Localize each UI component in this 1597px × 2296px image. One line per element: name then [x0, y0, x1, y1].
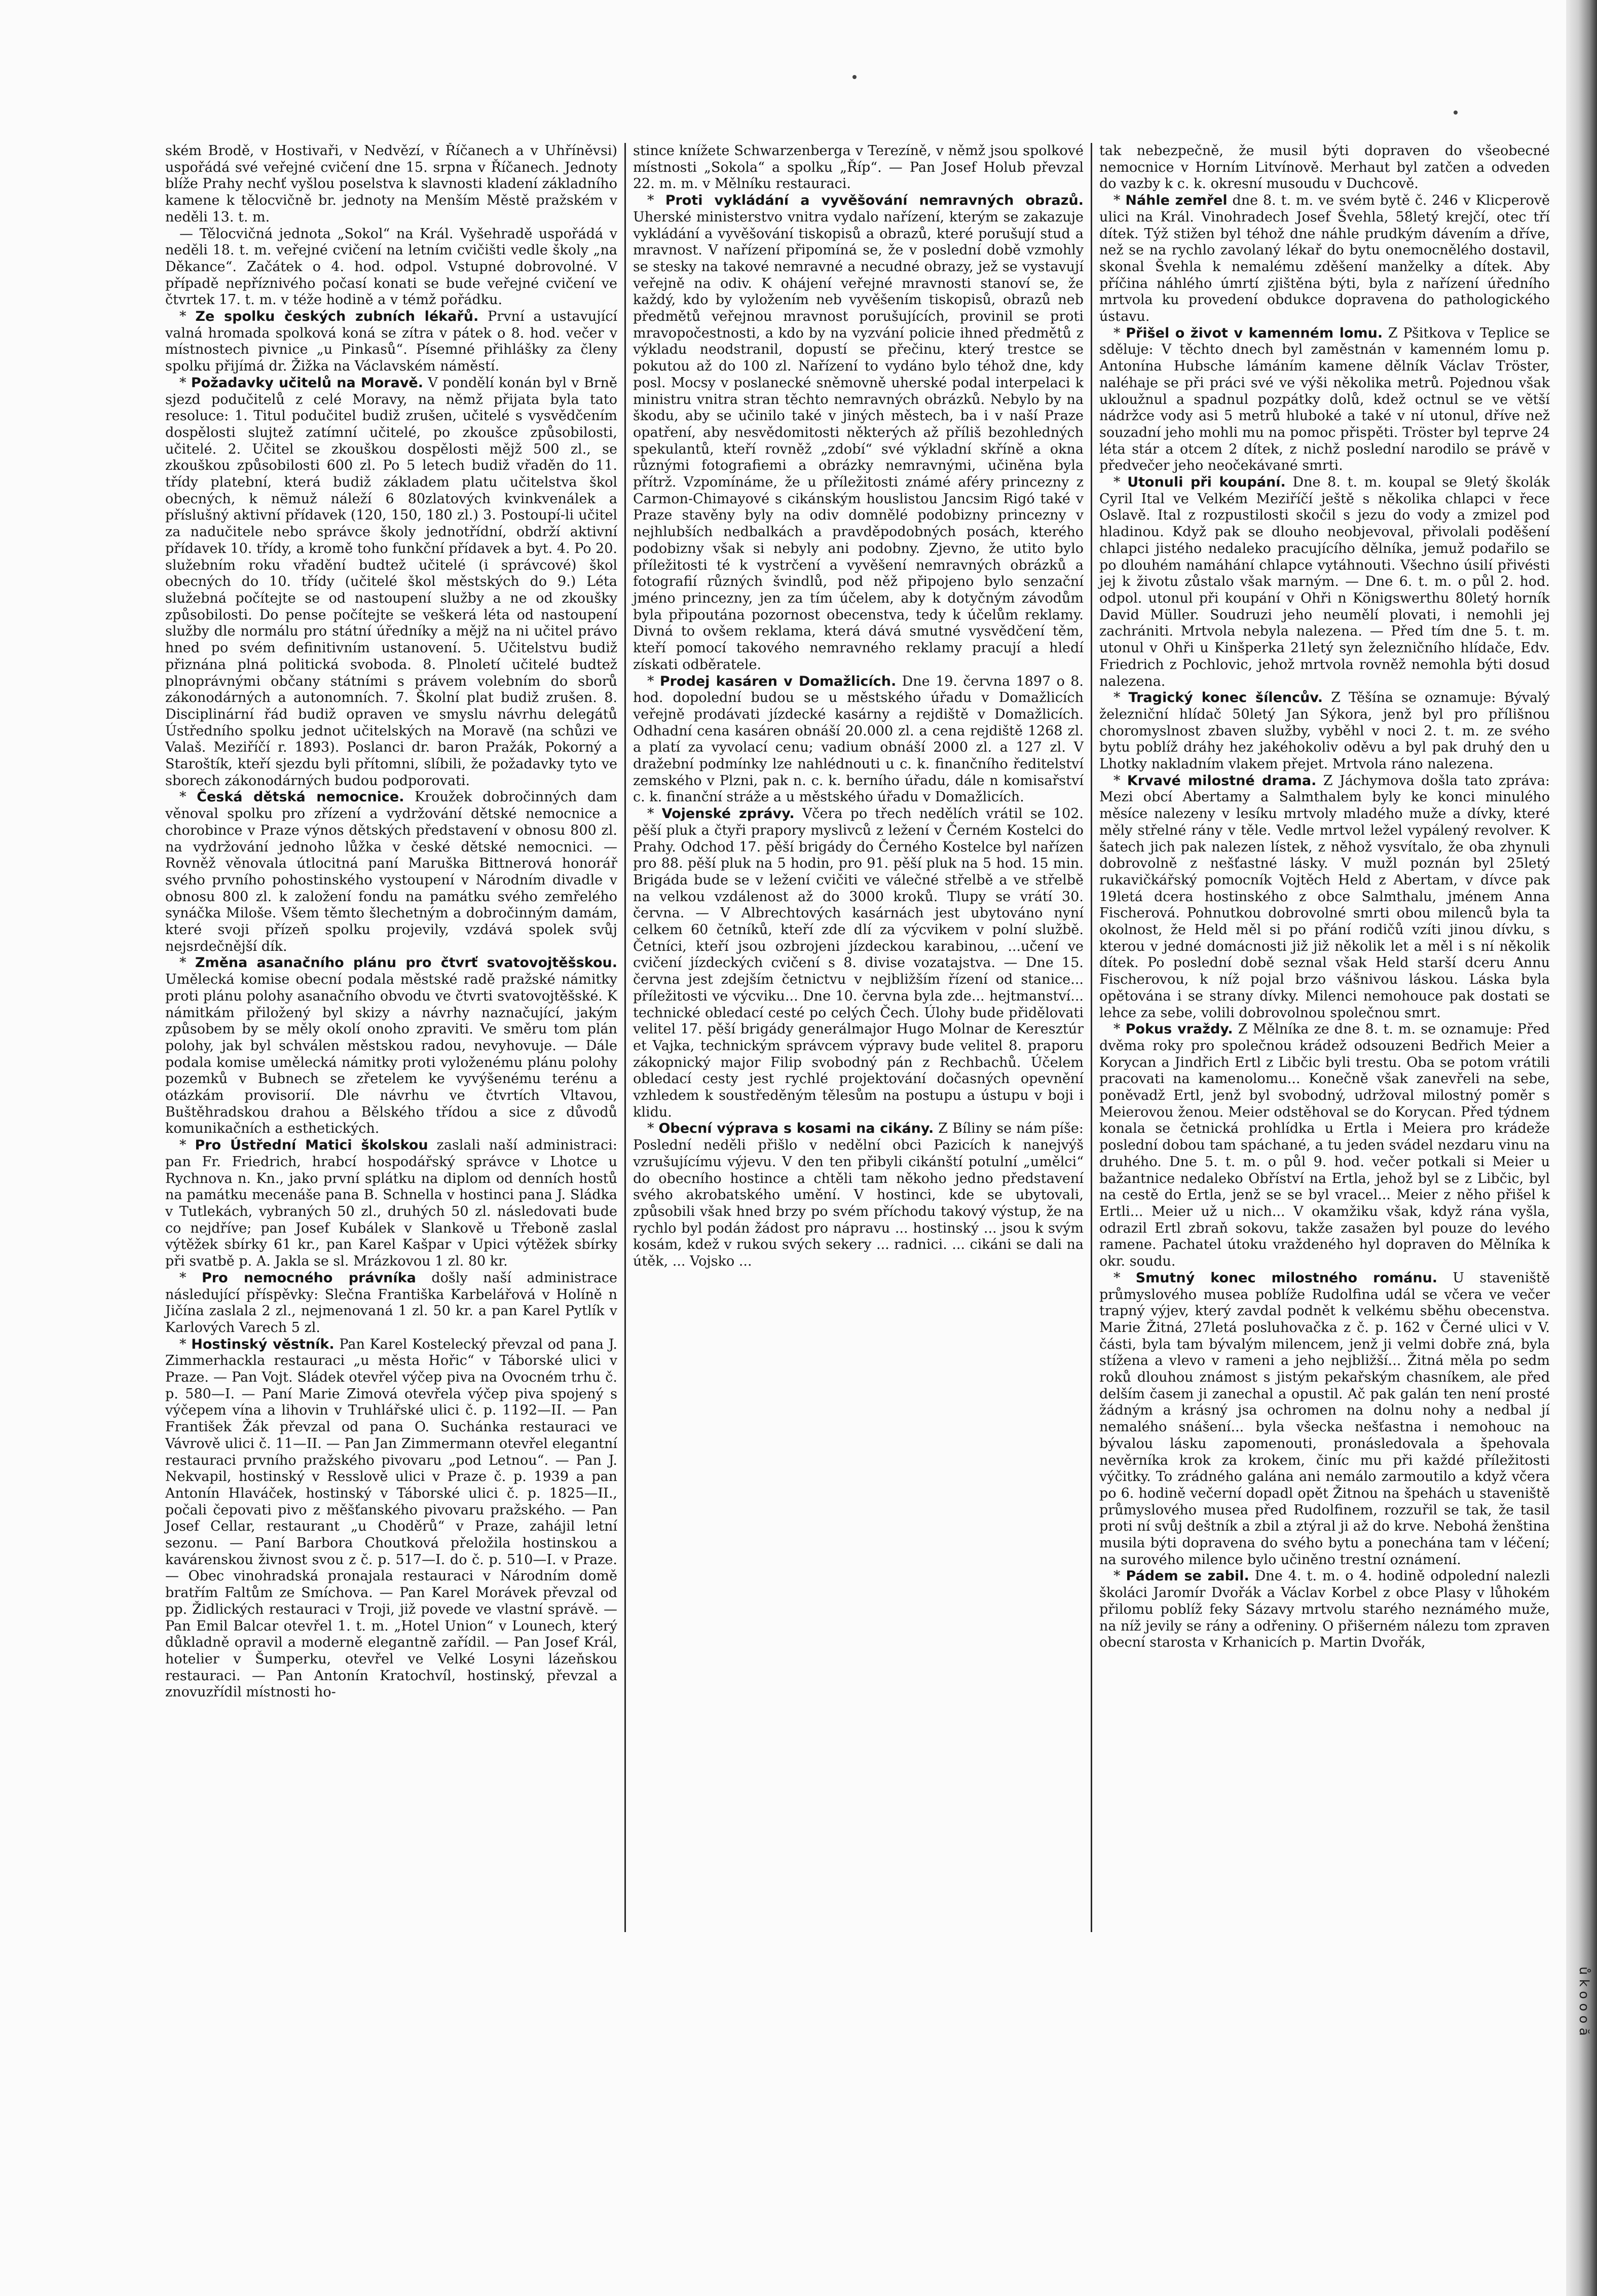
- article-heading: Utonuli při koupání.: [1127, 474, 1286, 491]
- article-paragraph: * Změna asanačního plánu pro čtvrť svatovojtěšskou. Umělecká komise obecní podala městské radě pražské námitky proti plánu polohy asanačního obvodu ve čtvrti svatovojtěšské. K námitkám přiložený byl skizy a návrhy naznačující, jakým způsobem by se měly okolí onoho zpraviti. Ve směru tom plán polohy, jak byl schválen městskou radou, nevyhovuje. — Dále podala komise umělecká námitky proti vyloženému plánu polohy pozemků v Bubnech se zřetelem ke vyvýšenému terénu a otázkám provisorií. Dle návrhu ve čtvrtích Vltavou, Buštěhradskou drahou a Bělského třídou a sice z důvodů komunikačních a esthetických.: [165, 955, 617, 1137]
- article-text: Z Jáchymova došla tato zpráva: Mezi obcí Abertamy a Salmthalem byly ke konci minulého měsíce nalezeny v lesíku mrtvoly mladého muže a dívky, které měly střelné rány v těle. Vedle mrtvol ležel vypálený revolver. K šatech jich pak nalezen lístek, z něhož vysvítalo, že oba zhynuli dobrovolně z nešťastné lásky. V mužl poznán byl 25letý rukavičkářský pomocník Vojtěch Held z Abertam, v dívce pak 19letá dcera hostinského z obce Salmthalu, jménem Anna Fischerová. Pohnutkou dobrovolné smrti obou milenců byla ta okolnost, že Held měl si po přání rodičů vzíti jinou dívku, s kterou v jedné domácnosti již již několik let a měl i s ní několik dítek. Po poslední době seznal však Held starší dceru Annu Fischerovou, k níž pojal brzo vášnivou láskou. Láska byla opětována i se strany dívky. Milenci nemohouce pak dostati se lehce za sebe, volili dobrovolnou společnou smrt.: [1099, 772, 1550, 1021]
- article-text: Dne 4. t. m. o 4. hodině odpolední nalezli školáci Jaromír Dvořák a Václav Korbel z obce Plasy v lůhokém přilomu poblíž feky Sázavy mrtvolu starého neznámého muže, na níž jevily se rány a odřeniny. O přišerném nálezu tom zpraven obecní starosta v Krhanicích p. Martin Dvořák,: [1099, 1568, 1550, 1651]
- article-heading: Krvavé milostné drama.: [1127, 772, 1317, 789]
- article-paragraph: * Přišel o život v kamenném lomu. Z Pšitkova v Teplice se sděluje: V těchto dnech byl zaměstnán v kamenném lomu p. Antonína Hubsche lámáním kamene dělník Václav Tröster, naléhaje se při práci své ve výši několika metrů. Pojednou však ukloužnul a spadnul pozpátky dolů, kdež octnul se ve větší nádržce vody asi 5 metrů hluboké a také v ní utonul, dříve než souzadní jeho mohli mu na pomoc přispěti. Tröster byl teprve 24 léta stár a otcem 2 dítek, z nichž poslední narodilo se právě v předvečer jeho neočekávané smrti.: [1099, 325, 1550, 474]
- column-1: [158, 143, 624, 1932]
- article-paragraph: * Smutný konec milostného románu. U staveniště průmyslového musea poblíže Rudolfina udál se včera ve večer trapný výjev, který zavdal podnět k velkému sběhu obecenstva. Marie Žitná, 27letá posluhovačka z č. p. 162 v Černé ulici v V. části, byla tam bývalým milencem, jenž ji velmi dobře zná, byla stížena a vlevo v rameni a jeho nejbližší... Žitná měla po sedm roků dlouhou známost s jistým pekařským chasníkem, ale před delším časem ji zanechal a opustil. Ač pak galán ten není prosté žádným a krásný jsa ochromen na dolnu nohy a nedbal jí nemalého snášení... byla všecka nešťastna i nemohouc na bývalou lásku zapomenouti, pronásledovala a špehovala nevěrníka krok za krokem, činíc mu při každé příležitosti výčitky. To zrádného galána ani nemálo zarmoutilo a když včera po 6. hodině večerní dopadl opět Žitnou na špehách u staveniště průmyslového musea před Rudolfinem, rozzuřil se tak, že tasil proti ní svůj deštník a zbil a ztýral ji až do krve. Nebohá ženština musila býti dopravena do svého bytu a ponechána tam v léčení; na surového milence bylo učiněno trestní oznámení.: [1099, 1270, 1550, 1568]
- article-heading: Požadavky učitelů na Moravě.: [191, 375, 424, 391]
- article-text: dne 8. t. m. ve svém bytě č. 246 v Klicperově ulici na Král. Vinohradech Josef Švehla, 58letý krejčí, otec tří dítek. Týž stižen byl téhož dne náhle prudkým dávením a dříve, než se na rychlo zavolaný lékař do bytu onemocnělého dostavil, skonal Švehla k nemalému zděšení manželky a dítek. Aby příčina náhlého úmrtí zjištěna býti, byla z nařízení úředního mrtvola ku provedení obdukce dopravena do pathologického ústavu.: [1099, 193, 1550, 325]
- article-paragraph: [1099, 143, 1550, 193]
- article-heading: Pro nemocného právníka: [201, 1270, 416, 1286]
- article-text: došly naší administrace následující příspěvky: Slečna Františka Karbelářová v Holíně n Jičína zaslala 2 zl., nejmenovaná 1 zl. 50 kr. a pan Karel Pytlík v Karlových Varech 5 zl.: [165, 1270, 617, 1336]
- article-text: ském Brodě, v Hostivaři, v Nedvězí, v Říčanech a v Uhříněvsi) uspořádá své veřejné cvičení dne 15. srpna v Říčanech. Jednoty blíže Prahy nechť vyšlou poselstva k slavnosti kladení základního kamene k tělocvičně br. jednoty na Menším Městě pražském v neděli 13. t. m.: [165, 143, 617, 225]
- article-heading: Vojenské zprávy.: [661, 806, 795, 822]
- article-text: Z Pšitkova v Teplice se sděluje: V těchto dnech byl zaměstnán v kamenném lomu p. Antonína Hubsche lámáním kamene dělník Václav Tröster, naléhaje se při práci své ve výši několika metrů. Pojednou však ukloužnul a spadnul pozpátky dolů, kdež octnul se ve větší nádržce vody asi 5 metrů hluboké a také v ní utonul, dříve než souzadní jeho mohli mu na pomoc přispěti. Tröster byl teprve 24 léta stár a otcem 2 dítek, z nichž poslední narodilo se právě v předvečer jeho neočekávané smrti.: [1099, 325, 1550, 474]
- column-3: [1091, 143, 1557, 1932]
- article-paragraph: * Proti vykládání a vyvěšování nemravných obrazů. Uherské ministerstvo vnitra vydalo nařízení, kterým se zakazuje vykládání a vyvěšování tiskopisů a obrazů, které porušují stud a mravnost. V nařízení připomíná se, že v poslední době vzmohly se stesky na takové nemravné a necudné obrazy, jež se vystavují veřejně na odiv. K ohájení veřejné mravnosti stanoví se, že každý, kdo by vyložením neb vyvěšením tiskopisů, obrazů neb předmětů veřejnou mravnost porušujících, provinil se proti mravopočestnosti, a kdo by na vyzvání policie ihned předmětů z výkladu neodstranil, dopustí se přečinu, který trestce se pokutou až do 100 zl. Nařízení to vydáno bylo téhož dne, kdy posl. Mocsy v poslanecké sněmovně uherské podal interpelaci k ministru vnitra stran těchto nemravných obrázků. Nebylo by na škodu, aby se učinilo také v jiných městech, ba i v naší Praze opatření, aby nesvědomitosti některých až příliš bezohledných spekulantů, kteří rovněž „zdobí“ své výkladní skříně a okna různými fotografiemi a obrázky nemravnými, učiněna byla přítrž. Vzpomínáme, že u příležitosti známé aféry princezny z Carmon-Chimayové s cikánským houslistou Jancsim Rigó také v Praze stavěny byly na odiv domnělé podobizny princezny v nejhlubších nedbalkách a pravděpodobných posách, kterého podobizny však si nebyly ani podobny. Zjevno, že utito bylo příležitosti té k vystrčení a vyvěšení nemravných obrázků a fotografií různých švindlů, pod něž připojeno bylo senzační jméno princezny, jen za tím účelem, aby k dotyčným závodům byla připoutána pozornost obecenstva, tedy k účelům reklamy. Divná to ovšem reklama, která dává smutné vysvědčení těm, kteří pomocí takového nemravného reklamy pracují a hledí získati odběratele.: [633, 193, 1084, 673]
- article-heading: Změna asanačního plánu pro čtvrť svatovojtěšskou.: [195, 955, 617, 971]
- article-paragraph: [633, 143, 1084, 193]
- scan-speck: [852, 75, 857, 79]
- article-text: Uherské ministerstvo vnitra vydalo nařízení, kterým se zakazuje vykládání a vyvěšování tiskopisů a obrazů, které porušují stud a mravnost. V nařízení připomíná se, že v poslední době vzmohly se stesky na takové nemravné a necudné obrazy, jež se vystavují veřejně na odiv. K ohájení veřejné mravnosti stanoví se, že každý, kdo by vyložením neb vyvěšením tiskopisů, obrazů neb předmětů veřejnou mravnost porušujících, provinil se proti mravopočestnosti, a kdo by na vyzvání policie ihned předmětů z výkladu neodstranil, dopustí se přečinu, který trestce se pokutou až do 100 zl. Nařízení to vydáno bylo téhož dne, kdy posl. Mocsy v poslanecké sněmovně uherské podal interpelaci k ministru vnitra stran těchto nemravných obrázků. Nebylo by na škodu, aby se učinilo také v jiných městech, ba i v naší Praze opatření, aby nesvědomitosti některých až příliš bezohledných spekulantů, kteří rovněž „zdobí“ své výkladní skříně a okna různými fotografiemi a obrázky nemravnými, učiněna byla přítrž. Vzpomínáme, že u příležitosti známé aféry princezny z Carmon-Chimayové s cikánským houslistou Jancsim Rigó také v Praze stavěny byly na odiv domnělé podobizny princezny v nejhlubších nedbalkách a pravděpodobných posách, kterého podobizny však si nebyly ani podobny. Zjevno, že utito bylo příležitosti té k vystrčení a vyvěšení nemravných obrázků a fotografií různých švindlů, pod něž připojeno bylo senzační jméno princezny, jen za tím účelem, aby k dotyčným závodům byla připoutána pozornost obecenstva, tedy k účelům reklamy. Divná to ovšem reklama, která dává smutné vysvědčení těm, kteří pomocí takového nemravného reklamy pracují a hledí získati odběratele.: [633, 209, 1084, 673]
- edge-characters: ů k o o o ă: [1576, 1967, 1591, 2036]
- article-paragraph: * Prodej kasáren v Domažlicích. Dne 19. června 1897 o 8. hod. dopolední budou se u městského úřadu v Domažlicích veřejně prodávati jízdecké kasárny a rejdiště v Domažlicích. Odhadní cena kasáren obnáší 20.000 zl. a cena rejdiště 1268 zl. a platí za vyvolací cenu; vadium obnáší 2000 zl. a 127 zl. V dražební podmínky lze nahlédnouti u c. k. finančního ředitelství zemského v Plzni, pak n. c. k. berního úřadu, dále n komisařství c. k. finanční stráže a u městského úřadu v Domažlicích.: [633, 673, 1084, 805]
- article-heading: Pro Ústřední Matici školskou: [195, 1137, 428, 1154]
- article-paragraph: * Požadavky učitelů na Moravě. V pondělí konán byl v Brně sjezd podučitelů z celé Moravy, na němž přijata byla tato resoluce: 1. Titul podučitel budiž zrušen, učitelé s vysvědčením dospělosti slujtež zatímní učitelé, po zkoušce způsobilosti, učitelé. 2. Učitel se zkouškou dospělosti mějž 500 zl., se zkouškou způsobilosti 600 zl. Po 5 letech budiž vřaděn do 11. třídy platební, která budiž základem platu učitelstva škol obecných, k nëmuž náleží 6 80zlatových kvinkvenálek a příslušný aktivní přídavek (120, 150, 180 zl.) 3. Postoupí-li učitel za nadučitele nebo správce školy jednotřídní, obdrží aktivní přídavek 10. třídy, a kromě toho funkční přídavek a byt. 4. Po 20. služebním roku vřadění budtež učitelé (i správcové) škol obecných do 10. třídy (učitelé škol městských do 9.) Léta služebná počítejte se od nastoupení služby a ne od zkoušky způsobilosti. Do pense počítejte se veškerá léta od nastoupení služby dle normálu pro státní úředníky a mějž na ni učitel právo hned po svém definitivním ustanovení. 5. Učitelstvu budiž přiznána plná politická svoboda. 8. Plnoletí učitelé budtež plnoprávnými občany státními s právem volebním do sborů zákonodárných a autonomních. 7. Školní plat budiž zrušen. 8. Disciplinární řád budiž opraven ve smyslu návrhu delegátů Ústředního spolku jednot učitelských na Moravě (na schůzi ve Valaš. Meziříčí r. 1893). Poslanci dr. baron Pražák, Pokorný a Staroštík, kteří sjezdu byli přítomni, slíbili, že požadavky tyto ve sborech zákonodárných budou podporovati.: [165, 375, 618, 789]
- article-text: Dne 8. t. m. koupal se 9letý školák Cyril Ital ve Velkém Meziříčí ještě s několika chlapci v řece Oslavě. Ital z rozpustilosti skočil s jezu do vody a zmizel pod hladinou. Když pak se dlouho neobjevoval, přivolali poděšení chlapci jistého nedaleko pracujícího dělníka, jemuž podařilo se po dlouhém namáhání chlapce vytáhnouti. Všechno úsilí přivésti jej k životu zůstalo však marným. — Dne 6. t. m. o půl 2. hod. odpol. utonul při koupání v Ohři n Königswerthu 80letý horník David Müller. Soudruzi jeho neumělí plovati, i nemohli jej zachrániti. Mrtvola nebyla nalezena. — Před tím dne 5. t. m. utonul v Ohři u Kinšperka 21letý syn železničního hlídače, Edv. Friedrich z Pochlovic, jehož mrtvola rovněž nemohla býti dosud nalezena.: [1099, 474, 1550, 689]
- article-paragraph: * Hostinský věstník. Pan Karel Kostelecký převzal od pana J. Zimmerhackla restauraci „u města Hořic“ v Táborské ulici v Praze. — Pan Vojt. Sládek otevřel výčep piva na Ovocném trhu č. p. 580—I. — Paní Marie Zimová otevřela výčep piva spojený s výčepem vína a lihovin v Truhlářské ulici č. p. 1192—II. — Pan František Žák převzal od pana O. Suchánka restauraci ve Vávrově ulici č. 11—II. — Pan Jan Zimmermann otevřel elegantní restauraci prvního pražského pivovaru „pod Letnou“. — Pan J. Nekvapil, hostinský v Resslově ulici v Praze č. p. 1939 a pan Antonín Hlaváček, hostinský v Táborské ulici č. p. 1825—II., počali čepovati pivo z měšťanského pivovaru pražského. — Pan Josef Cellar, restaurant „u Choděrů“ v Praze, zahájil letní sezonu. — Paní Barbora Choutková přeložila hostinskou a kavárenskou živnost svou z č. p. 517—I. do č. p. 510—I. v Praze. — Obec vinohradská pronajala restauraci v Národním domě bratřím Faltům ze Smíchova. — Pan Karel Morávek převzal od pp. Židlických restauraci v Troji, již povede ve vlastní správě. — Pan Emil Balcar otevřel 1. t. m. „Hotel Union“ v Lounech, který důkladně opravil a moderně elegantně zařídil. — Pan Josef Král, hotelier v Šumperku, otevřel ve Velké Losyni lázeňskou restauraci. — Pan Antonín Kratochvíl, hostinský, převzal a znovuzřídil místnosti ho-: [165, 1336, 617, 1700]
- article-text: tak nebezpečně, že musil býti dopraven do všeobecné nemocnice v Horním Litvínově. Merhaut byl zatčen a odveden do vazby k c. k. okresní musoudu v Duchcově.: [1099, 143, 1550, 192]
- article-text: První a ustavující valná hromada spolková koná se zítra v pátek o 8. hod. večer v místnostech pivnice „u Pinkasů“. Písemné přihlášky za členy spolku přijímá dr. Žižka na Václavském náměstí.: [165, 309, 617, 375]
- article-paragraph: * Tragický konec šílencův. Z Těšína se oznamuje: Bývalý železniční hlídač 50letý Jan Sýkora, jenž byl pro přílišnou choromyslnost zbaven služby, vyběhl v noci 2. t. m. ze svého bytu poblíž dráhy hez jakéhokoliv oděvu a byl pak druhý den u Lhotky nakladním vlakem přejet. Mrtvola ráno nalezena.: [1099, 690, 1550, 772]
- article-heading: Náhle zemřel: [1125, 193, 1228, 209]
- article-paragraph: * Krvavé milostné drama. Z Jáchymova došla tato zpráva: Mezi obcí Abertamy a Salmthalem byly ke konci minulého měsíce nalezeny v lesíku mrtvoly mladého muže a dívky, které měly střelné rány v těle. Vedle mrtvol ležel vypálený revolver. K šatech jich pak nalezen lístek, z něhož vysvítalo, že oba zhynuli dobrovolně z nešťastné lásky. V mužl poznán byl 25letý rukavičkářský pomocník Vojtěch Held z Abertam, v dívce pak 19letá dcera hostinského z obce Salmthalu, jménem Anna Fischerová. Pohnutkou dobrovolné smrti obou milenců byla ta okolnost, že Held měl si po přání rodičů vzíti jinou dívku, s kterou v jedné domácnosti již již několik let a měl i s ní několik dítek. Po poslední době seznal však Held starší dceru Annu Fischerovou, k níž pojal brzo vášnivou láskou. Láska byla opětována i se strany dívky. Milenci nemohouce pak dostati se lehce za sebe, volili dobrovolnou společnou smrt.: [1099, 772, 1550, 1021]
- article-heading: Obecní výprava s kosami na cikány.: [658, 1121, 934, 1137]
- article-text: U staveniště průmyslového musea poblíže Rudolfina udál se včera ve večer trapný výjev, který zavdal podnět k velkému sběhu obecenstva. Marie Žitná, 27letá posluhovačka z č. p. 162 v Černé ulici v V. části, byla tam bývalým milencem, jenž ji velmi dobře zná, byla stížena a vlevo v rameni a jeho nejbližší... Žitná měla po sedm roků dlouhou známost s jistým pekařským chasníkem, ale před delším časem ji zanechal a opustil. Ač pak galán ten není prosté žádným a krásný jsa ochromen na dolnu nohy a nedbal jí nemalého snášení... byla všecka nešťastna i nemohouc na bývalou lásku zapomenouti, pronásledovala a špehovala nevěrníka krok za krokem, činíc mu při každé příležitosti výčitky. To zrádného galána ani nemálo zarmoutilo a když včera po 6. hodině večerní dopadl opět Žitnou na špehách u staveniště průmyslového musea před Rudolfinem, rozzuřil se tak, že tasil proti ní svůj deštník a zbil a ztýral ji až do krve. Nebohá ženština musila býti dopravena do svého bytu a ponechána tam v léčení; na surového milence bylo učiněno trestní oznámení.: [1099, 1270, 1550, 1568]
- article-paragraph: * Pro nemocného právníka došly naší administrace následující příspěvky: Slečna Františka Karbelářová v Holíně n Jičína zaslala 2 zl., nejmenovaná 1 zl. 50 kr. a pan Karel Pytlík v Karlových Varech 5 zl.: [165, 1270, 617, 1336]
- article-text: zaslali naší administraci: pan Fr. Friedrich, hrabcí hospodářský správce v Lhotce u Rychnova n. Kn., jako první splátku na diplom od denních hostů na památku mecenáše pana B. Schnella v hostinci pana J. Sládka v Tutlekách, vybraných 50 zl., druhých 50 zl. následovati bude co nejdříve; pan Josef Kubálek v Slankově u Třeboně zaslal výtěžek sbírky 61 kr., pan Karel Kašpar v Upici výtěžek sbírky při svatbě p. A. Jakla se sl. Mrázkovou 1 zl. 80 kr.: [165, 1137, 617, 1270]
- article-text: Dne 19. června 1897 o 8. hod. dopolední budou se u městského úřadu v Domažlicích veřejně prodávati jízdecké kasárny a rejdiště v Domažlicích. Odhadní cena kasáren obnáší 20.000 zl. a cena rejdiště 1268 zl. a platí za vyvolací cenu; vadium obnáší 2000 zl. a 127 zl. V dražební podmínky lze nahlédnouti u c. k. finančního ředitelství zemského v Plzni, pak n. c. k. berního úřadu, dále n komisařství c. k. finanční stráže a u městského úřadu v Domažlicích.: [633, 673, 1084, 805]
- article-text: Z Těšína se oznamuje: Bývalý železniční hlídač 50letý Jan Sýkora, jenž byl pro přílišnou choromyslnost zbaven služby, vyběhl v noci 2. t. m. ze svého bytu poblíž dráhy hez jakéhokoliv oděvu a byl pak druhý den u Lhotky nakladním vlakem přejet. Mrtvola ráno nalezena.: [1099, 690, 1550, 772]
- article-heading: Proti vykládání a vyvěšování nemravných obrazů.: [665, 193, 1084, 209]
- article-heading: Tragický konec šílencův.: [1128, 690, 1323, 706]
- article-text: stince knížete Schwarzenberga v Terezíně, v němž jsou spolkové místnosti „Sokola“ a spolku „Říp“. — Pan Josef Holub převzal 22. m. m. v Mělníku restauraci.: [633, 143, 1084, 192]
- article-text: Z Mělníka ze dne 8. t. m. se oznamuje: Před dvěma roky pro společnou krádež odsouzeni Bedřich Meier a Korycan a Jindřich Ertl z Libčic byli trestu. Oba se potom vrátili pracovati na kamenolomu... Konečně však zanevřeli na sebe, poněvadž Ertl, jenž byl svobodný, udržoval milostný poměr s Meierovou ženou. Meier odstěhoval se do Korycan. Před týdnem konala se četnická prohlídka u Ertla i Meiera pro krádeže poslední dobou tam spáchané, a tu jeden svádel nezdaru vinu na druhého. Dne 5. t. m. o půl 9. hod. večer potkali si Meier u bažantnice nedaleko Obříství na Ertla, jehož byl se z Libčic, byl na cestě do Ertla, jenž se se byl vracel... Meier z něho přišel k Ertli... Meier už u nich... V okamžiku však, když rána vyšla, odrazil Ertl zbraň sokovu, takže zasažen byl pouze do levého ramene. Pachatel útoku vraždeného hyl dopraven do Mělníka k okr. soudu.: [1099, 1021, 1550, 1270]
- article-paragraph: [165, 226, 617, 309]
- article-paragraph: * Ze spolku českých zubních lékařů. První a ustavující valná hromada spolková koná se zítra v pátek o 8. hod. večer v místnostech pivnice „u Pinkasů“. Písemné přihlášky za členy spolku přijímá dr. Žižka na Václavském náměstí.: [165, 309, 617, 375]
- column-2: [624, 143, 1091, 1932]
- article-heading: Pádem se zabil.: [1126, 1568, 1249, 1584]
- article-text: Včera po třech nedělích vrátil se 102. pěší pluk a čtyři prapory myslivců z ležení v Černém Kostelci do Prahy. Odchod 17. pěší brigády do Černého Kostelce byl nařízen pro 88. pěší pluk na 5 hodin, pro 91. pěší pluk na 5 hod. 15 min. Brigáda bude se v ležení cvičiti ve válečné střelbě a ve střelbě na velkou vzdálenost až do 3000 kroků. Tlupy se vrátí 30. června. — V Albrechtových kasárnách jest ubytováno nyní celkem 60 četníků, kteří zde dlí za výcvikem v polní službě. Četníci, kteří jsou ozbrojeni jízdeckou karabinou, ...učení ve cvičení jízdeckých cvičení s 8. divise vozatajstva. — Dne 15. června jest zdejším četnictvu v nejbližším řízení od stanice... příležitosti ve výcviku... Dne 10. června byla zde... hejtmanství... technické obledací cesté po celých Čech. Úlohy bude přidělovati velitel 17. pěší brigády generálmajor Hugo Molnar de Keresztúr et Vajka, technickým správcem výpravy bude velitel 8. praporu zákopnický major Filip svobodný pán z Rechbachů. Účelem obledací cesty jest rychlé projektování dočasných opevnění vzhledem k soustředěným tělesům na postupu a ústupu v boji i klidu.: [633, 806, 1084, 1120]
- article-text: Kroužek dobročinných dam věnoval spolku pro zřízení a vydržování dětské nemocnice a chorobince v Praze výnos dětských představení v obnosu 800 zl. na vydržování jednoho lůžka v české dětské nemocnici. — Rovněž věnovala útlocitná paní Maruška Bittnerová honorář svého prvního pohostinského vystoupení v Národním divadle v obnosu 800 zl. k založení fondu na památku svého zemřelého synáčka Miloše. Všem těmto šlechetným a dobročinným damám, které svoji přízeň spolku projevily, vzdává spolek svůj nejsrdečnější dík.: [165, 789, 617, 954]
- article-heading: Hostinský věstník.: [191, 1336, 335, 1352]
- article-paragraph: * Utonuli při koupání. Dne 8. t. m. koupal se 9letý školák Cyril Ital ve Velkém Meziříčí ještě s několika chlapci v řece Oslavě. Ital z rozpustilosti skočil s jezu do vody a zmizel pod hladinou. Když pak se dlouho neobjevoval, přivolali poděšení chlapci jistého nedaleko pracujícího dělníka, jemuž podařilo se po dlouhém namáhání chlapce vytáhnouti. Všechno úsilí přivésti jej k životu zůstalo však marným. — Dne 6. t. m. o půl 2. hod. odpol. utonul při koupání v Ohři n Königswerthu 80letý horník David Müller. Soudruzi jeho neumělí plovati, i nemohli jej zachrániti. Mrtvola nebyla nalezena. — Před tím dne 5. t. m. utonul v Ohři u Kinšperka 21letý syn železničního hlídače, Edv. Friedrich z Pochlovic, jehož mrtvola rovněž nemohla býti dosud nalezena.: [1099, 474, 1550, 689]
- article-heading: Pokus vraždy.: [1125, 1021, 1233, 1038]
- page-binding-edge: [1566, 0, 1597, 2296]
- scan-speck: [1454, 110, 1458, 115]
- article-text: Z Bíliny se nám píše: Poslední neděli přišlo v nedělní obci Pazicích k nanejvýš vzrušujícímu výjevu. V den ten přibyli cikánští potulní „umělci“ do obecního hostince a chtěli tam někoho jedno představení svého akrobatského umění. V hostinci, kde se ubytovali, způsobili však hned brzy po svém příchodu takový výstup, že na rychlo byl podán žádost pro nápravu ... hostinský ... jsou k svým kosám, kdež v rukou svých sekery ... radnici. ... cikáni se dali na útěk, ... Vojsko ...: [633, 1121, 1084, 1270]
- article-text: V pondělí konán byl v Brně sjezd podučitelů z celé Moravy, na němž přijata byla tato resoluce: 1. Titul podučitel budiž zrušen, učitelé s vysvědčením dospělosti slujtež zatímní učitelé, po zkoušce způsobilosti, učitelé. 2. Učitel se zkouškou dospělosti mějž 500 zl., se zkouškou způsobilosti 600 zl. Po 5 letech budiž vřaděn do 11. třídy platební, která budiž základem platu učitelstva škol obecných, k nëmuž náleží 6 80zlatových kvinkvenálek a příslušný aktivní přídavek (120, 150, 180 zl.) 3. Postoupí-li učitel za nadučitele nebo správce školy jednotřídní, obdrží aktivní přídavek 10. třídy, a kromě toho funkční přídavek a byt. 4. Po 20. služebním roku vřadění budtež učitelé (i správcové) škol obecných do 10. třídy (učitelé škol městských do 9.) Léta služebná počítejte se od nastoupení služby a ne od zkoušky způsobilosti. Do pense počítejte se veškerá léta od nastoupení služby dle normálu pro státní úředníky a mějž na ni učitel právo hned po svém definitivním ustanovení. 5. Učitelstvu budiž přiznána plná politická svoboda. 8. Plnoletí učitelé budtež plnoprávnými občany státními s právem volebním do sborů zákonodárných a autonomních. 7. Školní plat budiž zrušen. 8. Disciplinární řád budiž opraven ve smyslu návrhu delegátů Ústředního spolku jednot učitelských na Moravě (na schůzi ve Valaš. Meziříčí r. 1893). Poslanci dr. baron Pražák, Pokorný a Staroštík, kteří sjezdu byli přítomni, slíbili, že požadavky tyto ve sborech zákonodárných budou podporovati.: [165, 375, 618, 789]
- article-paragraph: * Pádem se zabil. Dne 4. t. m. o 4. hodině odpolední nalezli školáci Jaromír Dvořák a Václav Korbel z obce Plasy v lůhokém přilomu poblíž feky Sázavy mrtvolu starého neznámého muže, na níž jevily se rány a odřeniny. O přišerném nálezu tom zpraven obecní starosta v Krhanicích p. Martin Dvořák,: [1099, 1568, 1550, 1651]
- article-heading: Ze spolku českých zubních lékařů.: [195, 309, 479, 325]
- article-text: — Tělocvičná jednota „Sokol“ na Král. Vyšehradě uspořádá v neděli 18. t. m. veřejné cvičení na letním cvičišti vedle školy „na Děkance“. Začátek o 4. hod. odpol. Vstupné dobrovolné. V případě nepříznivého počasí konati se bude veřejné cvičení ve čtvrtek 17. t. m. v téže hodině a v témž pořádku.: [165, 226, 617, 308]
- article-paragraph: [165, 143, 617, 226]
- article-paragraph: * Obecní výprava s kosami na cikány. Z Bíliny se nám píše: Poslední neděli přišlo v nedělní obci Pazicích k nanejvýš vzrušujícímu výjevu. V den ten přibyli cikánští potulní „umělci“ do obecního hostince a chtěli tam někoho jedno představení svého akrobatského umění. V hostinci, kde se ubytovali, způsobili však hned brzy po svém příchodu takový výstup, že na rychlo byl podán žádost pro nápravu ... hostinský ... jsou k svým kosám, kdež v rukou svých sekery ... radnici. ... cikáni se dali na útěk, ... Vojsko ...: [633, 1121, 1084, 1270]
- text-columns: [158, 143, 1558, 1932]
- article-paragraph: * Vojenské zprávy. Včera po třech nedělích vrátil se 102. pěší pluk a čtyři prapory myslivců z ležení v Černém Kostelci do Prahy. Odchod 17. pěší brigády do Černého Kostelce byl nařízen pro 88. pěší pluk na 5 hodin, pro 91. pěší pluk na 5 hod. 15 min. Brigáda bude se v ležení cvičiti ve válečné střelbě a ve střelbě na velkou vzdálenost až do 3000 kroků. Tlupy se vrátí 30. června. — V Albrechtových kasárnách jest ubytováno nyní celkem 60 četníků, kteří zde dlí za výcvikem v polní službě. Četníci, kteří jsou ozbrojeni jízdeckou karabinou, ...učení ve cvičení jízdeckých cvičení s 8. divise vozatajstva. — Dne 15. června jest zdejším četnictvu v nejbližším řízení od stanice... příležitosti ve výcviku... Dne 10. června byla zde... hejtmanství... technické obledací cesté po celých Čech. Úlohy bude přidělovati velitel 17. pěší brigády generálmajor Hugo Molnar de Keresztúr et Vajka, technickým správcem výpravy bude velitel 8. praporu zákopnický major Filip svobodný pán z Rechbachů. Účelem obledací cesty jest rychlé projektování dočasných opevnění vzhledem k soustředěným tělesům na postupu a ústupu v boji i klidu.: [633, 806, 1084, 1120]
- article-paragraph: * Česká dětská nemocnice. Kroužek dobročinných dam věnoval spolku pro zřízení a vydržování dětské nemocnice a chorobince v Praze výnos dětských představení v obnosu 800 zl. na vydržování jednoho lůžka v české dětské nemocnici. — Rovněž věnovala útlocitná paní Maruška Bittnerová honorář svého prvního pohostinského vystoupení v Národním divadle v obnosu 800 zl. k založení fondu na památku svého zemřelého synáčka Miloše. Všem těmto šlechetným a dobročinným damám, které svoji přízeň spolku projevily, vzdává spolek svůj nejsrdečnější dík.: [165, 789, 617, 954]
- article-text: Pan Karel Kostelecký převzal od pana J. Zimmerhackla restauraci „u města Hořic“ v Táborské ulici v Praze. — Pan Vojt. Sládek otevřel výčep piva na Ovocném trhu č. p. 580—I. — Paní Marie Zimová otevřela výčep piva spojený s výčepem vína a lihovin v Truhlářské ulici č. p. 1192—II. — Pan František Žák převzal od pana O. Suchánka restauraci ve Vávrově ulici č. 11—II. — Pan Jan Zimmermann otevřel elegantní restauraci prvního pražského pivovaru „pod Letnou“. — Pan J. Nekvapil, hostinský v Resslově ulici v Praze č. p. 1939 a pan Antonín Hlaváček, hostinský v Táborské ulici č. p. 1825—II., počali čepovati pivo z měšťanského pivovaru pražského. — Pan Josef Cellar, restaurant „u Choděrů“ v Praze, zahájil letní sezonu. — Paní Barbora Choutková přeložila hostinskou a kavárenskou živnost svou z č. p. 517—I. do č. p. 510—I. v Praze. — Obec vinohradská pronajala restauraci v Národním domě bratřím Faltům ze Smíchova. — Pan Karel Morávek převzal od pp. Židlických restauraci v Troji, již povede ve vlastní správě. — Pan Emil Balcar otevřel 1. t. m. „Hotel Union“ v Lounech, který důkladně opravil a moderně elegantně zařídil. — Pan Josef Král, hotelier v Šumperku, otevřel ve Velké Losyni lázeňskou restauraci. — Pan Antonín Kratochvíl, hostinský, převzal a znovuzřídil místnosti ho-: [165, 1336, 617, 1700]
- article-text: Umělecká komise obecní podala městské radě pražské námitky proti plánu polohy asanačního obvodu ve čtvrti svatovojtěšské. K námitkám přiložený byl skizy a návrhy naznačující, jakým způsobem by se měly okolí onoho zpraviti. Ve směru tom plán polohy, jak byl schválen městskou radou, nevyhovuje. — Dále podala komise umělecká námitky proti vyloženému plánu polohy pozemků v Bubnech se zřetelem ke vyvýšenému terénu a otázkám provisorií. Dle návrhu ve čtvrtích Vltavou, Buštěhradskou drahou a Bělského třídou a sice z důvodů komunikačních a esthetických.: [165, 972, 617, 1137]
- article-heading: Prodej kasáren v Domažlicích.: [659, 673, 897, 689]
- article-heading: Smutný konec milostného románu.: [1135, 1270, 1438, 1286]
- article-heading: Přišel o život v kamenném lomu.: [1126, 325, 1383, 341]
- article-paragraph: * Pokus vraždy. Z Mělníka ze dne 8. t. m. se oznamuje: Před dvěma roky pro společnou krádež odsouzeni Bedřich Meier a Korycan a Jindřich Ertl z Libčic byli trestu. Oba se potom vrátili pracovati na kamenolomu... Konečně však zanevřeli na sebe, poněvadž Ertl, jenž byl svobodný, udržoval milostný poměr s Meierovou ženou. Meier odstěhoval se do Korycan. Před týdnem konala se četnická prohlídka u Ertla i Meiera pro krádeže poslední dobou tam spáchané, a tu jeden svádel nezdaru vinu na druhého. Dne 5. t. m. o půl 9. hod. večer potkali si Meier u bažantnice nedaleko Obříství na Ertla, jehož byl se z Libčic, byl na cestě do Ertla, jenž se se byl vracel... Meier z něho přišel k Ertli... Meier už u nich... V okamžiku však, když rána vyšla, odrazil Ertl zbraň sokovu, takže zasažen byl pouze do levého ramene. Pachatel útoku vraždeného hyl dopraven do Mělníka k okr. soudu.: [1099, 1021, 1550, 1270]
- article-heading: Česká dětská nemocnice.: [197, 789, 404, 805]
- article-paragraph: * Náhle zemřel dne 8. t. m. ve svém bytě č. 246 v Klicperově ulici na Král. Vinohradech Josef Švehla, 58letý krejčí, otec tří dítek. Týž stižen byl téhož dne náhle prudkým dávením a dříve, než se na rychlo zavolaný lékař do bytu onemocnělého dostavil, skonal Švehla k nemalému zděšení manželky a dítek. Aby příčina náhlého úmrtí zjištěna býti, byla z nařízení úředního mrtvola ku provedení obdukce dopravena do pathologického ústavu.: [1099, 193, 1550, 325]
- article-paragraph: * Pro Ústřední Matici školskou zaslali naší administraci: pan Fr. Friedrich, hrabcí hospodářský správce v Lhotce u Rychnova n. Kn., jako první splátku na diplom od denních hostů na památku mecenáše pana B. Schnella v hostinci pana J. Sládka v Tutlekách, vybraných 50 zl., druhých 50 zl. následovati bude co nejdříve; pan Josef Kubálek v Slankově u Třeboně zaslal výtěžek sbírky 61 kr., pan Karel Kašpar v Upici výtěžek sbírky při svatbě p. A. Jakla se sl. Mrázkovou 1 zl. 80 kr.: [165, 1137, 617, 1270]
